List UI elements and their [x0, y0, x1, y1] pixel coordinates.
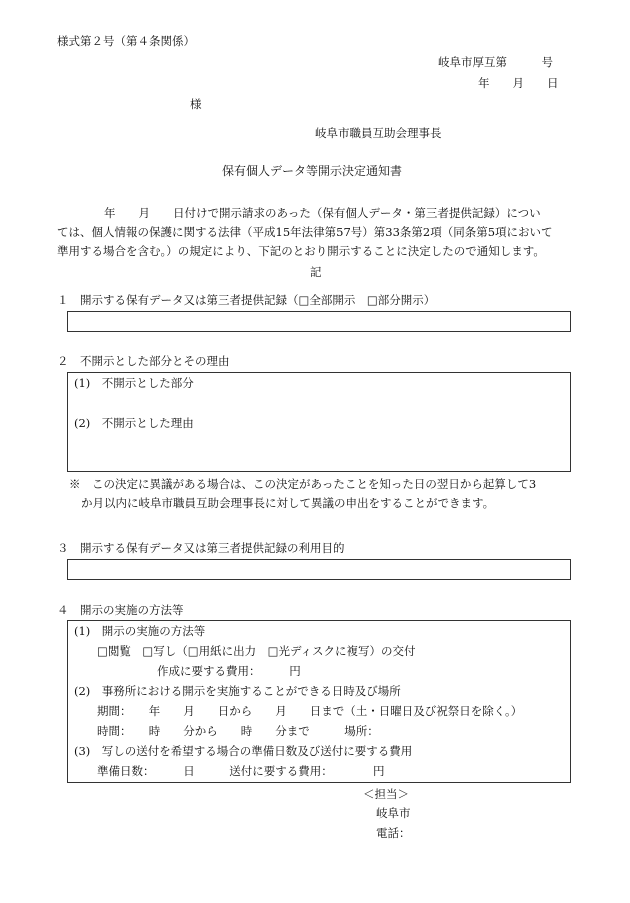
objection-note-line-1: ※ この決定に異議がある場合は、この決定があったことを知った日の翌日から起算して3 [69, 477, 537, 491]
sender-name: 岐阜市職員互助会理事長 [315, 126, 442, 140]
section4-heading: ４ 開示の実施の方法等 [57, 603, 184, 617]
contact-org: 岐阜市 [376, 806, 411, 820]
period-line: 期間： 年 月 日から 月 日まで（土・日曜日及び祝祭日を除く。） [97, 704, 523, 718]
ki-marker: 記 [310, 265, 322, 279]
undisclosed-part-label: (1) 不開示とした部分 [74, 376, 194, 390]
section4-box [67, 620, 571, 783]
document-number: 岐阜市厚互第 号 [438, 55, 553, 69]
objection-note-line-2: か月以内に岐阜市職員互助会理事長に対して異議の申出をすることができます。 [81, 496, 495, 510]
office-datetime-heading: (2) 事務所における開示を実施することができる日時及び場所 [74, 684, 401, 698]
undisclosed-reason-label: (2) 不開示とした理由 [74, 416, 194, 430]
contact-phone: 電話： [376, 826, 411, 840]
issue-date: 年 月 日 [478, 76, 559, 90]
shipping-heading: (3) 写しの送付を希望する場合の準備日数及び送付に要する費用 [74, 744, 413, 758]
section2-entry-box[interactable] [67, 372, 571, 472]
section3-heading: ３ 開示する保有データ又は第三者提供記録の利用目的 [57, 541, 345, 555]
section1-heading: １ 開示する保有データ又は第三者提供記録（□全部開示 □部分開示） [57, 293, 436, 307]
addressee-label: 様 [190, 97, 202, 111]
method-options: □閲覧 □写し（□用紙に出力 □光ディスクに複写）の交付 [97, 644, 416, 658]
form-number: 様式第２号（第４条関係） [57, 34, 195, 48]
section3-entry-box[interactable] [67, 559, 571, 580]
section1-entry-box[interactable] [67, 311, 571, 332]
body-line-3: 準用する場合を含む。）の規定により、下記のとおり開示することに決定したので通知します。 [57, 244, 545, 258]
document-title: 保有個人データ等開示決定通知書 [222, 164, 403, 178]
time-place-line: 時間： 時 分から 時 分まで 場所： [97, 724, 379, 738]
shipping-details: 準備日数： 日 送付に要する費用： 円 [97, 764, 385, 778]
body-line-2: ては、個人情報の保護に関する法律（平成15年法律第57号）第33条第2項（同条第5項において [57, 225, 553, 239]
contact-label: ＜担当＞ [363, 787, 409, 801]
body-line-1: 年 月 日付けで開示請求のあった（保有個人データ・第三者提供記録）につい [104, 206, 541, 220]
section2-heading: ２ 不開示とした部分とその理由 [57, 354, 230, 368]
creation-cost: 作成に要する費用： 円 [157, 664, 301, 678]
method-heading: (1) 開示の実施の方法等 [74, 624, 206, 638]
